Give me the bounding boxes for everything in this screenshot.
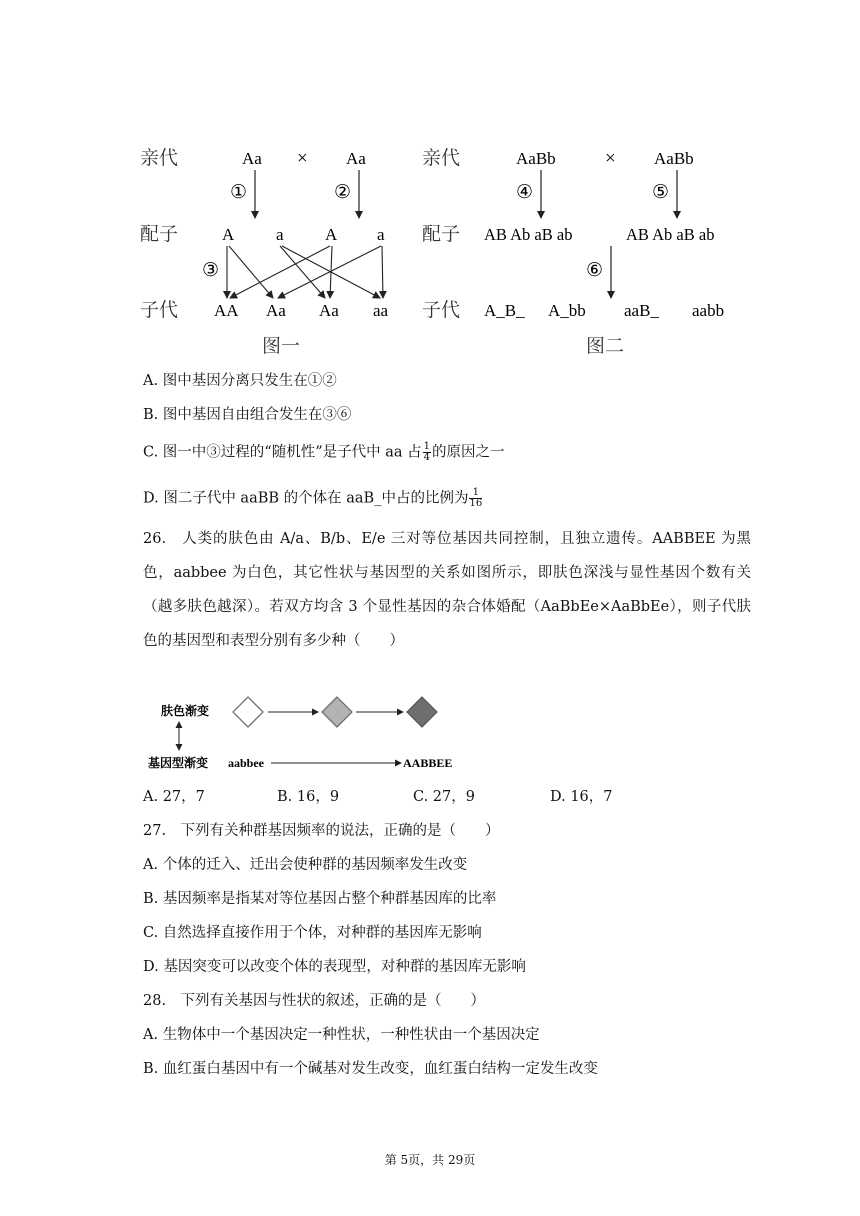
q27-option-c: C. 自然选择直接作用于个体，对种群的基因库无影响 [143, 925, 482, 941]
fig1-gamete-3: A [325, 225, 338, 244]
fig2-step5: ⑤ [652, 182, 670, 203]
q26-stem: 26. 人类的肤色由 A/a、B/b、E/e 三对等位基因共同控制，且独立遗传。AABBEE 为黑色，aabbee 为白色，其它性状与基因型的关系如图所示，即肤色深浅与显性基因个数有关（越多肤色越深）。若双方均含 3 个显性基因的杂合体婚配（AaBbEe×AaBbEe），则子代肤色的基因型和表型分别有多少种（ ） [143, 531, 751, 649]
q25-option-b: B. 图中基因自由组合发生在③⑥ [143, 407, 352, 423]
fig2-step6: ⑥ [586, 260, 604, 281]
q25-option-c-text-end: 的原因之一 [432, 444, 505, 461]
fig2-label-gamete: 配子 [422, 224, 461, 245]
fig2-label-parent: 亲代 [422, 148, 461, 169]
q28-option-b: B. 血红蛋白基因中有一个碱基对发生改变，血红蛋白结构一定发生改变 [143, 1061, 598, 1077]
q26-option-c: C. 27，9 [413, 789, 475, 805]
q25-option-d [143, 488, 483, 509]
fig2-cross: × [605, 148, 616, 169]
fig1-step3: ③ [202, 260, 220, 281]
q27-option-a: A. 个体的迁入、迁出会使种群的基因频率发生改变 [143, 857, 468, 873]
q27-option-d: D. 基因突变可以改变个体的表现型，对种群的基因库无影响 [143, 959, 526, 975]
genetics-cross-figure [130, 130, 750, 365]
fig1-step1: ① [230, 182, 248, 203]
q26-option-b: B. 16，9 [277, 789, 340, 805]
label-genotype-gradient: 基因型渐变 [148, 756, 209, 770]
fig1-label-gamete: 配子 [140, 224, 179, 245]
fig1-gamete-1: A [222, 225, 235, 244]
fig1-gamete-4: a [377, 225, 385, 244]
fig2-parent-right: AaBb [654, 149, 694, 168]
skin-color-diagram [143, 692, 473, 777]
fig2-gametes-left: AB Ab aB ab [484, 225, 573, 244]
fig1-label-offspring: 子代 [140, 300, 179, 321]
fig1-offspring-1: AA [214, 301, 239, 320]
diamond-white [233, 697, 263, 727]
fig1-cross: × [297, 148, 308, 169]
fig1-offspring-3: Aa [319, 301, 339, 320]
fig2-offspring-2: A_bb [548, 301, 586, 320]
q26-options [143, 787, 743, 807]
fig2-parent-left: AaBb [516, 149, 556, 168]
fig2-caption: 图二 [586, 336, 625, 357]
fraction-sixteenth: $\frac{1}{16}$ [469, 487, 483, 509]
q25-option-c [143, 442, 505, 463]
page-footer: 第 5页，共 29页 [384, 1153, 476, 1167]
q27-option-b: B. 基因频率是指某对等位基因占整个种群基因库的比率 [143, 891, 497, 907]
fig2-gametes-right: AB Ab aB ab [626, 225, 715, 244]
fig2-offspring-3: aaB_ [624, 301, 659, 320]
q26-option-d: D. 16，7 [550, 789, 613, 805]
fig1-caption: 图一 [262, 336, 301, 357]
diamond-dark [407, 697, 437, 727]
fig2-step4: ④ [516, 182, 534, 203]
fig1-label-parent: 亲代 [140, 148, 179, 169]
label-skin-gradient: 肤色渐变 [161, 704, 210, 718]
q28-stem: 28. 下列有关基因与性状的叙述，正确的是（ ） [143, 993, 486, 1009]
fig2-label-offspring: 子代 [422, 300, 461, 321]
genotype-start: aabbee [228, 756, 264, 770]
q26-option-a: A. 27，7 [143, 789, 205, 805]
fig1-step2: ② [334, 182, 352, 203]
q25-option-a: A. 图中基因分离只发生在①② [143, 373, 337, 389]
diamond-gray [322, 697, 352, 727]
fig2-offspring-1: A_B_ [484, 301, 525, 320]
q25-option-d-text: D. 图二子代中 aaBB 的个体在 aaB_中占的比例为 [143, 490, 469, 507]
fig1-offspring-4: aa [373, 301, 389, 320]
q25-option-c-text: C. 图一中③过程的“随机性”是子代中 aa 占 [143, 444, 422, 461]
genotype-end: AABBEE [403, 756, 453, 770]
fig1-offspring-2: Aa [266, 301, 286, 320]
q28-option-a: A. 生物体中一个基因决定一种性状，一种性状由一个基因决定 [143, 1027, 540, 1043]
fig1-parent-right: Aa [346, 149, 366, 168]
q27-stem: 27. 下列有关种群基因频率的说法，正确的是（ ） [143, 823, 500, 839]
fig1-parent-left: Aa [242, 149, 262, 168]
fraction-quarter: $\frac{1}{4}$ [423, 441, 431, 463]
fig2-offspring-4: aabb [692, 301, 725, 320]
fig1-gamete-2: a [276, 225, 284, 244]
